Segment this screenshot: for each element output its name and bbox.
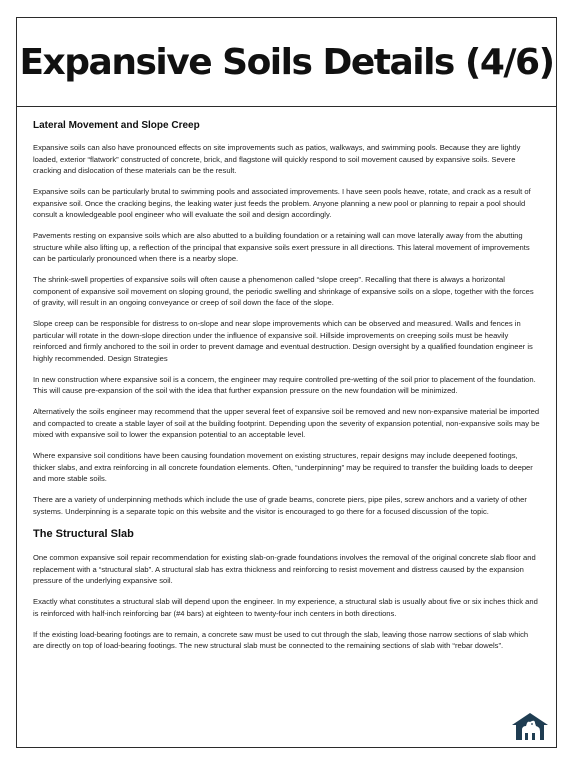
paragraph: Where expansive soil conditions have been causing foundation movement on existing structures, repair designs may include deepened footings, thicker slabs, and extra reinforcing in all concrete foundation elements. Often, “underpinning” may be required to transfer the building loads to deeper and more stable soils. bbox=[33, 451, 533, 483]
section-heading-structural-slab: The Structural Slab bbox=[33, 528, 134, 540]
paragraph: In new construction where expansive soil is a concern, the engineer may require controlled pre-wetting of the soil prior to placement of the foundation. This will cause pre-expansion of the soil with the idea that further expansion pressure on the new foundation will be minimized. bbox=[33, 374, 536, 395]
section-heading-lateral-movement: Lateral Movement and Slope Creep bbox=[33, 120, 200, 131]
paragraph: Pavements resting on expansive soils which are also abutted to a building foundation or a retaining wall can move laterally away from the abutting structure while also lifting up, a reflection of the principal that expansive soils exert pressure in all directions. This lateral movement of improvements can be particularly pronounced when there is a nearby slope. bbox=[33, 231, 530, 263]
document-page bbox=[16, 17, 557, 748]
paragraph: There are a variety of underpinning methods which include the use of grade beams, concrete piers, pipe piles, screw anchors and a variety of other systems. Underpinning is a separate topic on this website and the visitor is encouraged to go there for a focused discussion of the topic. bbox=[33, 495, 527, 516]
paragraph: The shrink-swell properties of expansive soils will often cause a phenomenon called “slope creep”. Recalling that there is always a horizontal component of expansive soil movement on sloping ground, the periodic swelling and shrinkage of expansive soils on a slope, together with the forces of gravity, will result in an ongoing conveyance or creep of soil down the face of the slope. bbox=[33, 275, 534, 307]
paragraph: Expansive soils can be particularly brutal to swimming pools and associated improvements. I have seen pools heave, rotate, and crack as a result of expansive soil. Once the cracking begins, the leaking water just feeds the problem. Anyone planning a new pool or planning to repair a pool should consult a knowledgeable pool engineer who will evaluate the soil and design accordingly. bbox=[33, 187, 531, 219]
title-bar bbox=[17, 18, 556, 107]
paragraph: If the existing load-bearing footings are to remain, a concrete saw must be used to cut through the slab, leaving those narrow sections of slab which are directly on top of load-bearing footings. The new structural slab must be connected to the remaining sections of slab with “rebar dowels”. bbox=[33, 629, 529, 650]
document-body bbox=[17, 107, 556, 652]
paragraph: Slope creep can be responsible for distress to on-slope and near slope improvements which can be observed and measured. Walls and fences in particular will rotate in the down-slope direction under the influence of expansive soil. Hillside improvements on creeping soils must be heavily reinforced and firmly anchored to the soil in order to prevent damage and eventual destruction. Design oversight by a qualified foundation engineer is highly recommended. Design Strategies bbox=[33, 319, 533, 363]
house-bear-logo-icon bbox=[510, 711, 550, 741]
paragraph: Alternatively the soils engineer may recommend that the upper several feet of expansive soil be removed and new non-expansive material be imported and compacted to create a stable layer of soil at the building footprint. Depending upon the severity of expansion potential, non-expansive soils may be mixed with expansive soil to lower the expansion potential to an acceptable level. bbox=[33, 407, 540, 439]
paragraph: Expansive soils can also have pronounced effects on site improvements such as patios, walkways, and swimming pools. Because they are lightly loaded, exterior “flatwork” constructed of concrete, brick, and flagstone will quickly respond to soil movement caused by expansive soils. Severe cracking and dislocation of these materials can be the result. bbox=[33, 143, 521, 175]
paragraph: Exactly what constitutes a structural slab will depend upon the engineer. In my experience, a structural slab is usually about five or six inches thick and is reinforced with half-inch reinforcing bar (#4 bars) at eighteen to twenty-four inch centers in both directions. bbox=[33, 597, 538, 618]
paragraph: One common expansive soil repair recommendation for existing slab-on-grade foundations involves the removal of the original concrete slab floor and replacement with a “structural slab”. A structural slab has extra thickness and reinforcing to resist movement and distress caused by the expansion pressure of the underlying expansive soil. bbox=[33, 553, 536, 585]
page-title: Expansive Soils Details (4/6) bbox=[19, 41, 554, 83]
